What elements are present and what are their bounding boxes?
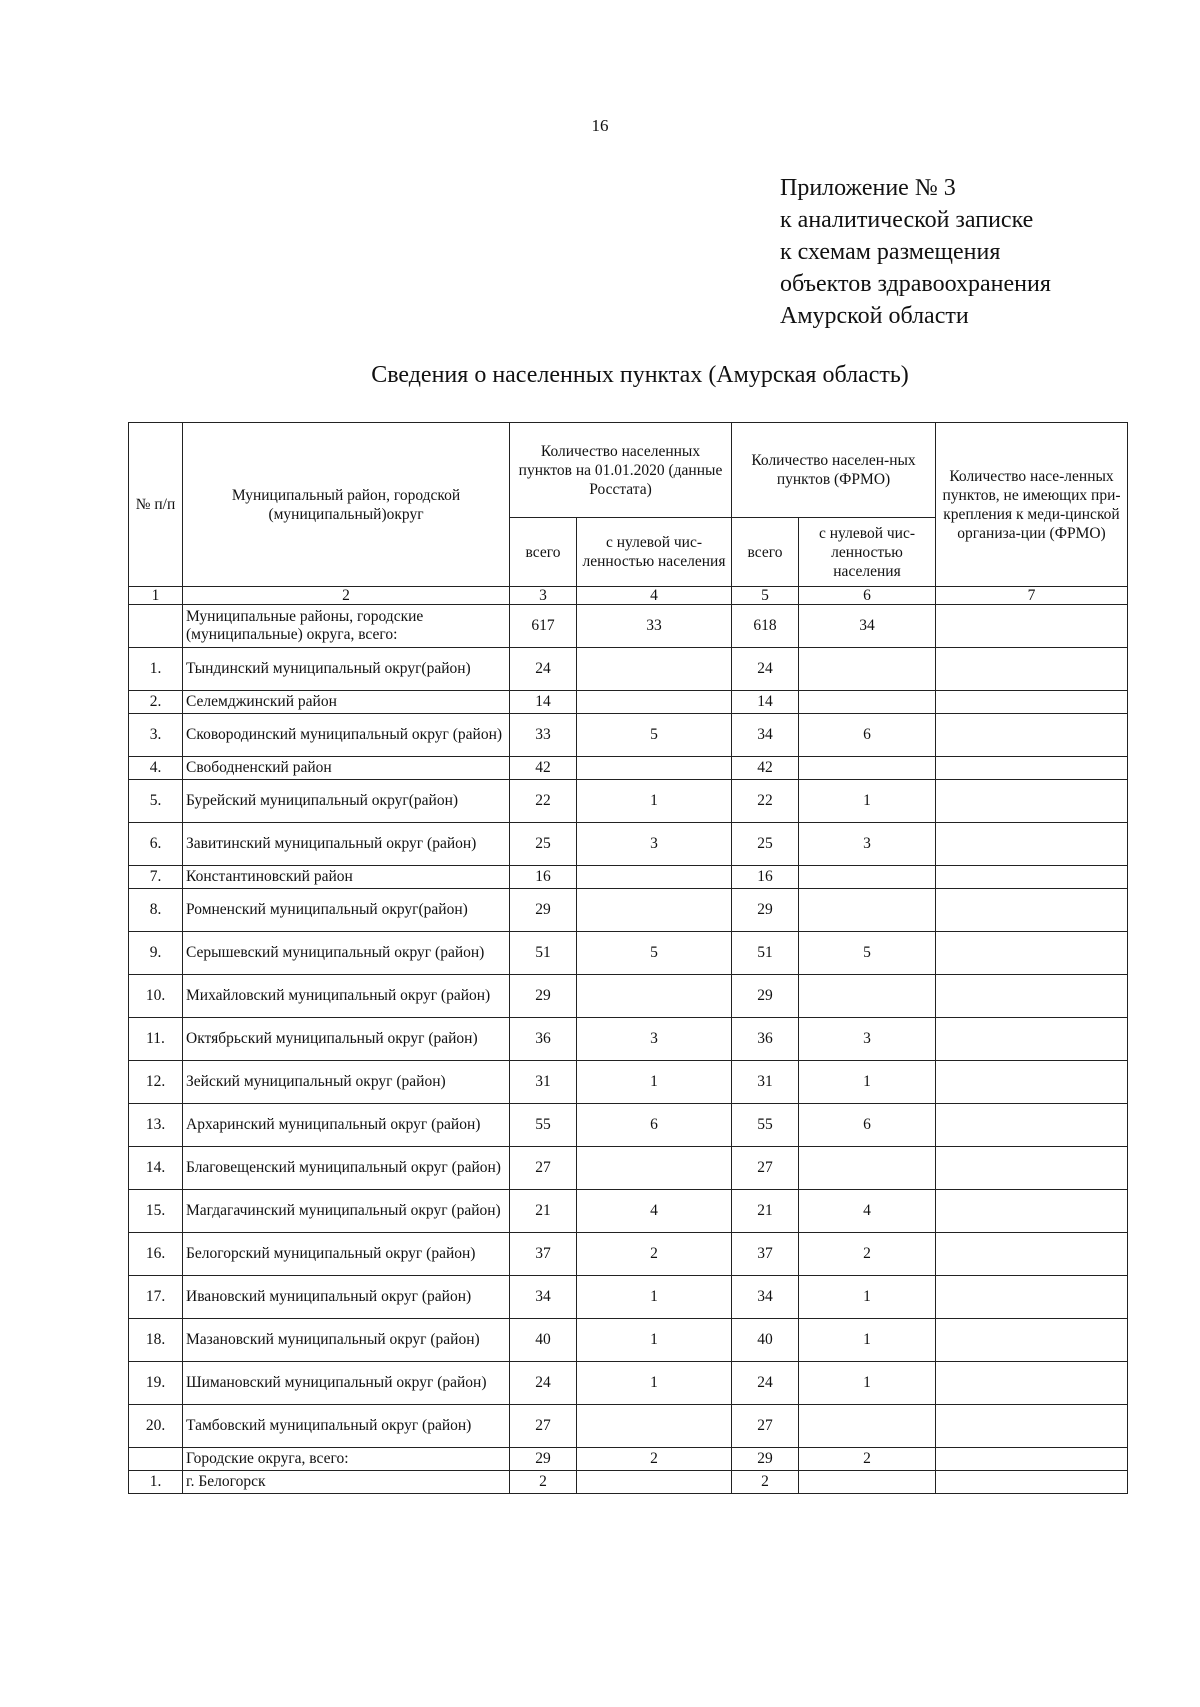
rosstat-zero-population-cell: 3 [577,1018,732,1061]
rosstat-zero-population-cell [577,757,732,780]
rosstat-zero-population-cell: 1 [577,1276,732,1319]
rosstat-zero-population-cell [577,1147,732,1190]
rosstat-zero-population-cell: 1 [577,780,732,823]
row-number-cell: 8. [129,889,183,932]
table-row [129,1104,1128,1147]
frmo-zero-population-cell: 34 [799,605,936,648]
appendix-line: к схемам размещения [780,239,1001,265]
district-name-cell: Завитинский муниципальный округ (район) [183,823,510,866]
frmo-total-cell: 618 [732,605,799,648]
frmo-total-cell: 14 [732,691,799,714]
header-frmo-total: всего [732,518,799,587]
table-row [129,823,1128,866]
table-row [129,1276,1128,1319]
row-number-cell [129,605,183,648]
row-number-cell: 1. [129,1471,183,1494]
table-row [129,1147,1128,1190]
rosstat-total-cell: 29 [510,1448,577,1471]
frmo-zero-population-cell [799,866,936,889]
row-number-cell: 12. [129,1061,183,1104]
district-name-cell: Зейский муниципальный округ (район) [183,1061,510,1104]
rosstat-total-cell: 14 [510,691,577,714]
column-numbers-row [129,587,1128,605]
frmo-zero-population-cell: 2 [799,1448,936,1471]
unattached-count-cell [936,866,1128,889]
rosstat-zero-population-cell [577,889,732,932]
district-name-cell: Тамбовский муниципальный округ (район) [183,1405,510,1448]
unattached-count-cell [936,648,1128,691]
rosstat-total-cell: 31 [510,1061,577,1104]
frmo-total-cell: 29 [732,889,799,932]
frmo-total-cell: 22 [732,780,799,823]
district-name-cell: Сковородинский муниципальный округ (район) [183,714,510,757]
rosstat-zero-population-cell: 2 [577,1448,732,1471]
frmo-zero-population-cell: 2 [799,1233,936,1276]
table-row [129,975,1128,1018]
rosstat-zero-population-cell: 33 [577,605,732,648]
frmo-total-cell: 25 [732,823,799,866]
row-number-cell: 4. [129,757,183,780]
unattached-count-cell [936,691,1128,714]
frmo-total-cell: 34 [732,714,799,757]
frmo-total-cell: 42 [732,757,799,780]
rosstat-zero-population-cell [577,975,732,1018]
row-number-cell: 16. [129,1233,183,1276]
district-name-cell: Городские округа, всего: [183,1448,510,1471]
row-number-cell: 5. [129,780,183,823]
table-row [129,866,1128,889]
frmo-zero-population-cell: 6 [799,714,936,757]
rosstat-zero-population-cell: 6 [577,1104,732,1147]
district-name-cell: Мазановский муниципальный округ (район) [183,1319,510,1362]
district-name-cell: Свободненский район [183,757,510,780]
rosstat-zero-population-cell [577,648,732,691]
table-row [129,757,1128,780]
frmo-total-cell: 16 [732,866,799,889]
frmo-total-cell: 21 [732,1190,799,1233]
table-row [129,1018,1128,1061]
table-row [129,1362,1128,1405]
unattached-count-cell [936,1319,1128,1362]
frmo-zero-population-cell [799,1405,936,1448]
unattached-count-cell [936,1018,1128,1061]
frmo-zero-population-cell [799,757,936,780]
document-title: Сведения о населенных пунктах (Амурская область) [371,362,909,388]
header-num: № п/п [129,423,183,587]
rosstat-total-cell: 24 [510,1362,577,1405]
row-number-cell: 9. [129,932,183,975]
rosstat-zero-population-cell: 2 [577,1233,732,1276]
row-number-cell: 19. [129,1362,183,1405]
table-row [129,1405,1128,1448]
rosstat-zero-population-cell: 5 [577,714,732,757]
header-district: Муниципальный район, городской (муниципальный)округ [183,423,510,587]
table-row [129,1319,1128,1362]
table-row [129,932,1128,975]
rosstat-zero-population-cell: 5 [577,932,732,975]
unattached-count-cell [936,1471,1128,1494]
table-row [129,1233,1128,1276]
district-name-cell: Ивановский муниципальный округ (район) [183,1276,510,1319]
row-number-cell: 20. [129,1405,183,1448]
rosstat-total-cell: 24 [510,648,577,691]
frmo-total-cell: 27 [732,1405,799,1448]
unattached-count-cell [936,1405,1128,1448]
header-unattached: Количество насе-ленных пунктов, не имеющих при-крепления к меди-цинской организа-ции (ФРМО) [936,423,1128,587]
rosstat-zero-population-cell: 1 [577,1362,732,1405]
column-number: 5 [732,587,799,605]
appendix-heading [780,172,1051,332]
unattached-count-cell [936,889,1128,932]
district-name-cell: Октябрьский муниципальный округ (район) [183,1018,510,1061]
rosstat-total-cell: 16 [510,866,577,889]
table-row [129,691,1128,714]
rosstat-total-cell: 33 [510,714,577,757]
district-name-cell: Ромненский муниципальный округ(район) [183,889,510,932]
district-name-cell: Михайловский муниципальный округ (район) [183,975,510,1018]
rosstat-total-cell: 2 [510,1471,577,1494]
frmo-total-cell: 37 [732,1233,799,1276]
rosstat-zero-population-cell [577,1405,732,1448]
district-name-cell: Благовещенский муниципальный округ (район) [183,1147,510,1190]
appendix-line: Приложение № 3 [780,175,956,201]
rosstat-total-cell: 27 [510,1147,577,1190]
rosstat-total-cell: 22 [510,780,577,823]
row-number-cell: 3. [129,714,183,757]
page-number: 16 [591,116,609,135]
frmo-total-cell: 2 [732,1471,799,1494]
frmo-zero-population-cell: 1 [799,1061,936,1104]
district-name-cell: г. Белогорск [183,1471,510,1494]
row-number-cell: 10. [129,975,183,1018]
settlements-table [128,422,1128,1494]
district-name-cell: Константиновский район [183,866,510,889]
rosstat-total-cell: 36 [510,1018,577,1061]
rosstat-total-cell: 55 [510,1104,577,1147]
row-number-cell: 11. [129,1018,183,1061]
rosstat-zero-population-cell [577,866,732,889]
header-rosstat-total: всего [510,518,577,587]
frmo-zero-population-cell [799,1147,936,1190]
appendix-line: Амурской области [780,303,969,329]
frmo-total-cell: 29 [732,1448,799,1471]
row-number-cell: 6. [129,823,183,866]
frmo-zero-population-cell [799,975,936,1018]
appendix-line: к аналитической записке [780,207,1034,233]
unattached-count-cell [936,975,1128,1018]
frmo-zero-population-cell [799,691,936,714]
rosstat-total-cell: 37 [510,1233,577,1276]
frmo-total-cell: 51 [732,932,799,975]
appendix-line: объектов здравоохранения [780,271,1051,297]
rosstat-total-cell: 25 [510,823,577,866]
table-row [129,648,1128,691]
column-number: 2 [183,587,510,605]
district-name-cell: Архаринский муниципальный округ (район) [183,1104,510,1147]
rosstat-total-cell: 21 [510,1190,577,1233]
row-number-cell: 15. [129,1190,183,1233]
table-row [129,780,1128,823]
rosstat-zero-population-cell: 1 [577,1319,732,1362]
column-number: 6 [799,587,936,605]
column-number: 7 [936,587,1128,605]
table-row [129,605,1128,648]
unattached-count-cell [936,1190,1128,1233]
column-number: 3 [510,587,577,605]
table-row [129,1190,1128,1233]
frmo-total-cell: 40 [732,1319,799,1362]
column-number: 4 [577,587,732,605]
unattached-count-cell [936,1448,1128,1471]
row-number-cell: 17. [129,1276,183,1319]
unattached-count-cell [936,932,1128,975]
rosstat-zero-population-cell [577,691,732,714]
rosstat-total-cell: 617 [510,605,577,648]
header-rosstat-zero: с нулевой чис-ленностью населения [577,518,732,587]
rosstat-total-cell: 29 [510,889,577,932]
row-number-cell: 18. [129,1319,183,1362]
district-name-cell: Муниципальные районы, городские (муниципальные) округа, всего: [183,605,510,648]
unattached-count-cell [936,823,1128,866]
unattached-count-cell [936,1104,1128,1147]
unattached-count-cell [936,757,1128,780]
unattached-count-cell [936,1061,1128,1104]
district-name-cell: Белогорский муниципальный округ (район) [183,1233,510,1276]
rosstat-zero-population-cell: 3 [577,823,732,866]
district-name-cell: Тындинский муниципальный округ(район) [183,648,510,691]
unattached-count-cell [936,780,1128,823]
rosstat-total-cell: 34 [510,1276,577,1319]
rosstat-zero-population-cell: 4 [577,1190,732,1233]
frmo-zero-population-cell: 3 [799,823,936,866]
frmo-zero-population-cell [799,1471,936,1494]
frmo-total-cell: 34 [732,1276,799,1319]
table-row [129,714,1128,757]
table-row [129,1061,1128,1104]
frmo-zero-population-cell: 3 [799,1018,936,1061]
row-number-cell: 2. [129,691,183,714]
rosstat-zero-population-cell [577,1471,732,1494]
frmo-zero-population-cell: 1 [799,1362,936,1405]
row-number-cell: 13. [129,1104,183,1147]
frmo-zero-population-cell: 1 [799,1319,936,1362]
district-name-cell: Бурейский муниципальный округ(район) [183,780,510,823]
rosstat-total-cell: 27 [510,1405,577,1448]
rosstat-zero-population-cell: 1 [577,1061,732,1104]
header-frmo-zero: с нулевой чис-ленностью населения [799,518,936,587]
row-number-cell: 7. [129,866,183,889]
unattached-count-cell [936,1276,1128,1319]
frmo-total-cell: 31 [732,1061,799,1104]
rosstat-total-cell: 51 [510,932,577,975]
frmo-total-cell: 27 [732,1147,799,1190]
table-row [129,1471,1128,1494]
rosstat-total-cell: 42 [510,757,577,780]
frmo-total-cell: 55 [732,1104,799,1147]
header-rosstat-group: Количество населенных пунктов на 01.01.2020 (данные Росстата) [510,423,732,518]
frmo-zero-population-cell: 1 [799,780,936,823]
unattached-count-cell [936,714,1128,757]
unattached-count-cell [936,1362,1128,1405]
frmo-zero-population-cell [799,648,936,691]
district-name-cell: Серышевский муниципальный округ (район) [183,932,510,975]
table-body [129,605,1128,1494]
frmo-zero-population-cell: 4 [799,1190,936,1233]
district-name-cell: Шимановский муниципальный округ (район) [183,1362,510,1405]
district-name-cell: Селемджинский район [183,691,510,714]
table-row [129,889,1128,932]
table-row [129,1448,1128,1471]
frmo-total-cell: 24 [732,1362,799,1405]
frmo-total-cell: 29 [732,975,799,1018]
unattached-count-cell [936,1147,1128,1190]
column-number: 1 [129,587,183,605]
frmo-total-cell: 36 [732,1018,799,1061]
frmo-zero-population-cell: 5 [799,932,936,975]
frmo-zero-population-cell [799,889,936,932]
row-number-cell: 1. [129,648,183,691]
unattached-count-cell [936,1233,1128,1276]
frmo-zero-population-cell: 1 [799,1276,936,1319]
header-frmo-group: Количество населен-ных пунктов (ФРМО) [732,423,936,518]
frmo-zero-population-cell: 6 [799,1104,936,1147]
unattached-count-cell [936,605,1128,648]
row-number-cell [129,1448,183,1471]
row-number-cell: 14. [129,1147,183,1190]
district-name-cell: Магдагачинский муниципальный округ (район) [183,1190,510,1233]
frmo-total-cell: 24 [732,648,799,691]
rosstat-total-cell: 29 [510,975,577,1018]
rosstat-total-cell: 40 [510,1319,577,1362]
